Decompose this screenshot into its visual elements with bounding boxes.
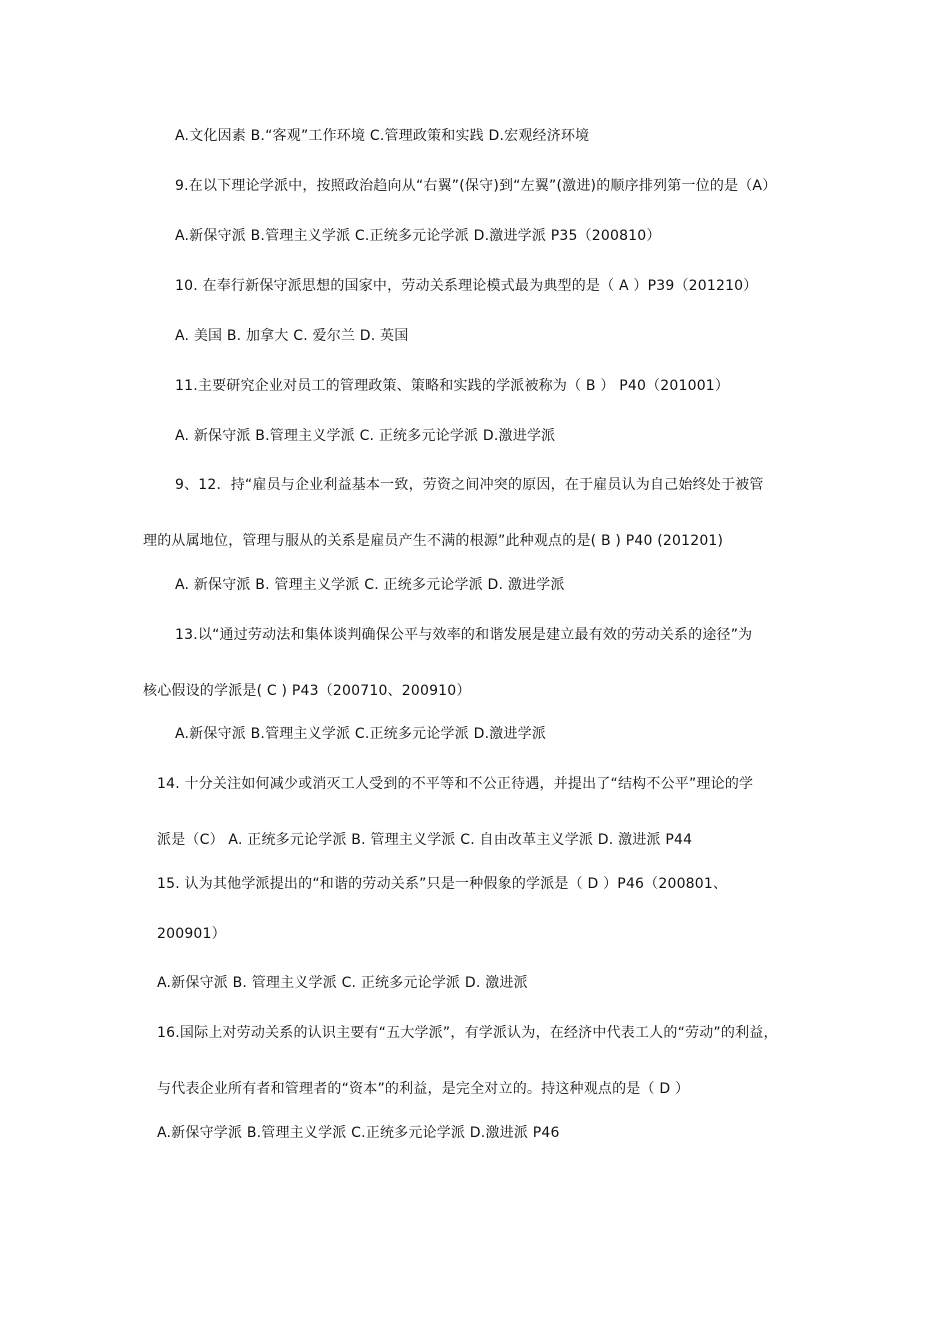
text-line: 14. 十分关注如何减少或消灭工人受到的不平等和不公正待遇，并提出了“结构不公平”理论的学 xyxy=(157,776,754,792)
text-line: 与代表企业所有者和管理者的“资本”的利益，是完全对立的。持这种观点的是（ D ） xyxy=(157,1081,690,1097)
text-line: 9.在以下理论学派中，按照政治趋向从“右翼”(保守)到“左翼”(激进)的顺序排列第一位的是（A） xyxy=(175,178,777,194)
text-line: 11.主要研究企业对员工的管理政策、策略和实践的学派被称为（ B ） P40（201001） xyxy=(175,378,730,394)
text-line: A. 美国 B. 加拿大 C. 爱尔兰 D. 英国 xyxy=(175,328,409,344)
text-line: 理的从属地位，管理与服从的关系是雇员产生不满的根源”此种观点的是( B ) P40 (201201) xyxy=(143,533,724,549)
text-line: A. 新保守派 B.管理主义学派 C. 正统多元论学派 D.激进学派 xyxy=(175,428,556,444)
text-line: A.新保守派 B.管理主义学派 C.正统多元论学派 D.激进学派 P35（200810） xyxy=(175,228,661,244)
text-line: A.新保守学派 B.管理主义学派 C.正统多元论学派 D.激进派 P46 xyxy=(157,1125,560,1141)
text-line: 200901） xyxy=(157,926,226,942)
text-line: A. 新保守派 B. 管理主义学派 C. 正统多元论学派 D. 激进学派 xyxy=(175,577,565,593)
text-line: 派是（C） A. 正统多元论学派 B. 管理主义学派 C. 自由改革主义学派 D. 激进派 P44 xyxy=(157,832,693,848)
text-line: 16.国际上对劳动关系的认识主要有“五大学派”，有学派认为，在经济中代表工人的“劳动”的利益， xyxy=(157,1025,778,1041)
text-line: 核心假设的学派是( C ) P43（200710、200910） xyxy=(143,683,471,699)
text-line: 15. 认为其他学派提出的“和谐的劳动关系”只是一种假象的学派是（ D ）P46（200801、 xyxy=(157,876,728,892)
text-line: A.新保守派 B. 管理主义学派 C. 正统多元论学派 D. 激进派 xyxy=(157,975,528,991)
text-line: 10. 在奉行新保守派思想的国家中，劳动关系理论模式最为典型的是（ A ）P39（201210） xyxy=(175,278,758,294)
text-line: 13.以“通过劳动法和集体谈判确保公平与效率的和谐发展是建立最有效的劳动关系的途径”为 xyxy=(175,627,753,643)
text-line: A.新保守派 B.管理主义学派 C.正统多元论学派 D.激进学派 xyxy=(175,726,547,742)
text-line: A.文化因素 B.“客观”工作环境 C.管理政策和实践 D.宏观经济环境 xyxy=(175,128,590,144)
text-line: 9、12．持“雇员与企业利益基本一致，劳资之间冲突的原因，在于雇员认为自己始终处于被管 xyxy=(175,477,764,493)
